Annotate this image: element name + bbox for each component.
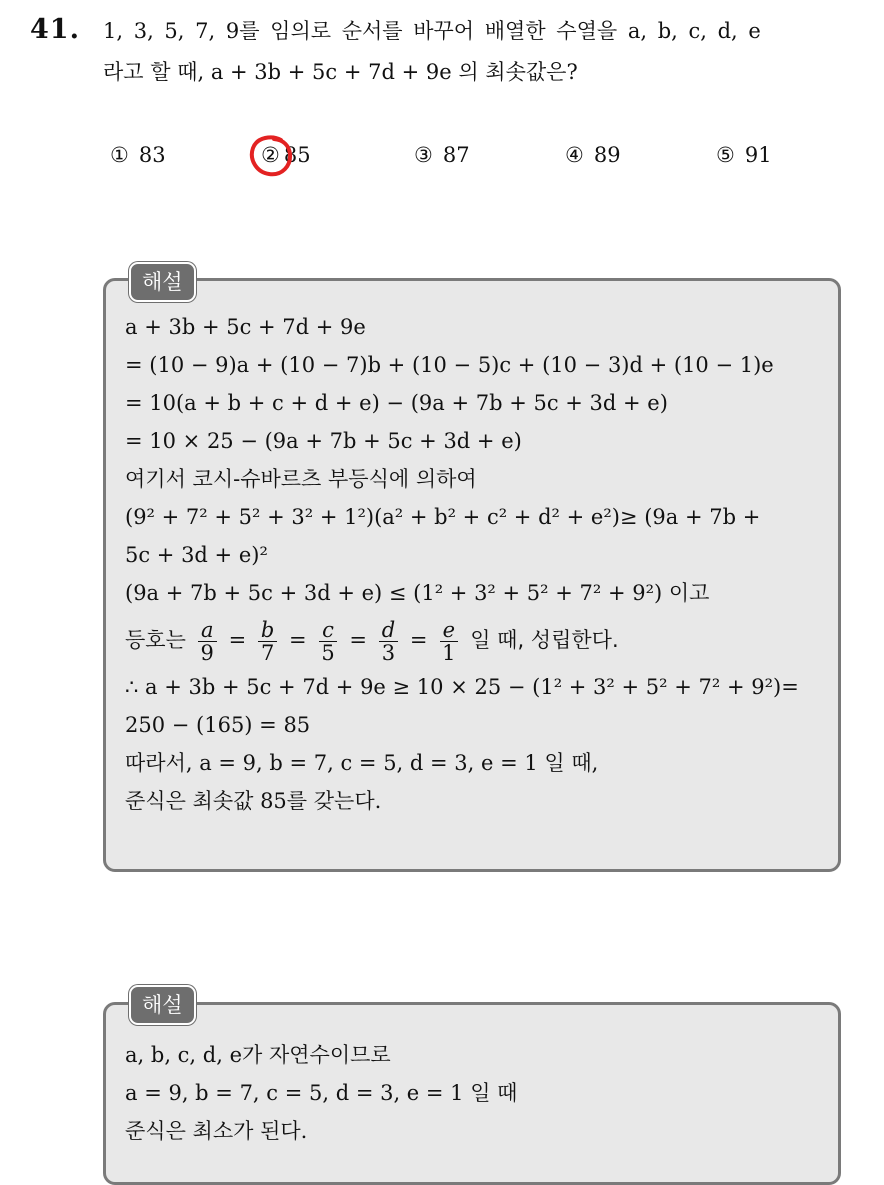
fraction-b-over-7 [258,619,277,664]
fraction-b-denominator: 7 [260,641,275,665]
fraction-d-numerator: d [379,619,398,642]
question-number: 41. [30,14,80,45]
choice-5-marker: ⑤ [716,143,735,167]
solution-2-line-3: 준식은 최소가 된다. [125,1119,308,1143]
solution-2-line-2: a = 9, b = 7, c = 5, d = 3, e = 1 일 때 [125,1081,518,1105]
fraction-e-denominator: 1 [442,641,456,665]
question-text-line-1: 1, 3, 5, 7, 9를 임의로 순서를 바꾸어 배열한 수열을 a, b, c, d, e [103,19,761,43]
solution-2-content [125,1036,517,1150]
solution-2-line-1: a, b, c, d, e가 자연수이므로 [125,1043,391,1067]
fraction-e-numerator: e [440,619,458,642]
fraction-c-denominator: 5 [321,641,335,665]
equals-sign-2: = [289,628,307,652]
choice-2[interactable] [261,143,311,167]
choice-4-value: 89 [593,143,621,167]
solution-1-line-11: 따라서, a = 9, b = 7, c = 5, d = 3, e = 1 일 때, [125,751,599,775]
fraction-c-numerator: c [319,619,337,642]
fraction-c-over-5 [318,619,337,664]
equality-prefix: 등호는 [125,628,186,652]
choice-4[interactable] [565,143,621,167]
fraction-a-denominator: 9 [200,641,214,665]
choice-1[interactable] [110,143,166,167]
choice-1-value: 83 [138,143,166,167]
choice-2-marker: ② [261,143,280,167]
fraction-b-numerator: b [258,619,277,642]
solution-1-line-5: 여기서 코시-슈바르츠 부등식에 의하여 [125,467,477,491]
equals-sign-4: = [409,628,428,652]
equality-condition-line [125,612,799,668]
fraction-d-denominator: 3 [381,641,396,665]
equals-sign-3: = [349,628,368,652]
fraction-a-over-9 [198,619,217,664]
fraction-d-over-3 [379,619,398,664]
choice-5-value: 91 [744,143,772,167]
solution-1-line-7: 5c + 3d + e)² [125,543,268,567]
choice-4-marker: ④ [565,143,584,167]
fraction-e-over-1 [439,619,458,664]
choice-1-marker: ① [110,143,129,167]
choice-2-value: 85 [283,143,311,167]
solution-tag-1: 해설 [129,262,196,302]
choice-3-marker: ③ [414,143,433,167]
question-text-line-2: 라고 할 때, a + 3b + 5c + 7d + 9e 의 최솟값은? [103,60,578,84]
solution-1-line-2: = (10 − 9)a + (10 − 7)b + (10 − 5)c + (10 − 3)d + (10 − 1)e [125,353,774,377]
answer-choices [0,143,884,177]
choice-3[interactable] [414,143,470,167]
choice-5[interactable] [716,143,772,167]
equals-sign-1: = [228,628,247,652]
solution-1-line-3: = 10(a + b + c + d + e) − (9a + 7b + 5c + 3d + e) [125,391,668,415]
solution-1-content [125,308,799,820]
solution-1-line-9: ∴ a + 3b + 5c + 7d + 9e ≥ 10 × 25 − (1² + 3² + 5² + 7² + 9²)= [125,675,799,699]
solution-1-line-12: 준식은 최솟값 85를 갖는다. [125,789,382,813]
solution-1-line-10: 250 − (165) = 85 [125,713,311,737]
solution-1-line-1: a + 3b + 5c + 7d + 9e [125,315,366,339]
solution-1-line-4: = 10 × 25 − (9a + 7b + 5c + 3d + e) [125,429,522,453]
fraction-a-numerator: a [198,619,217,642]
equality-suffix: 일 때, 성립한다. [470,628,619,652]
solution-tag-2: 해설 [129,985,196,1025]
solution-1-line-6: (9² + 7² + 5² + 3² + 1²)(a² + b² + c² + d² + e²)≥ (9a + 7b + [125,505,761,529]
choice-3-value: 87 [442,143,470,167]
solution-1-line-8: (9a + 7b + 5c + 3d + e) ≤ (1² + 3² + 5² + 7² + 9²) 이고 [125,581,710,605]
